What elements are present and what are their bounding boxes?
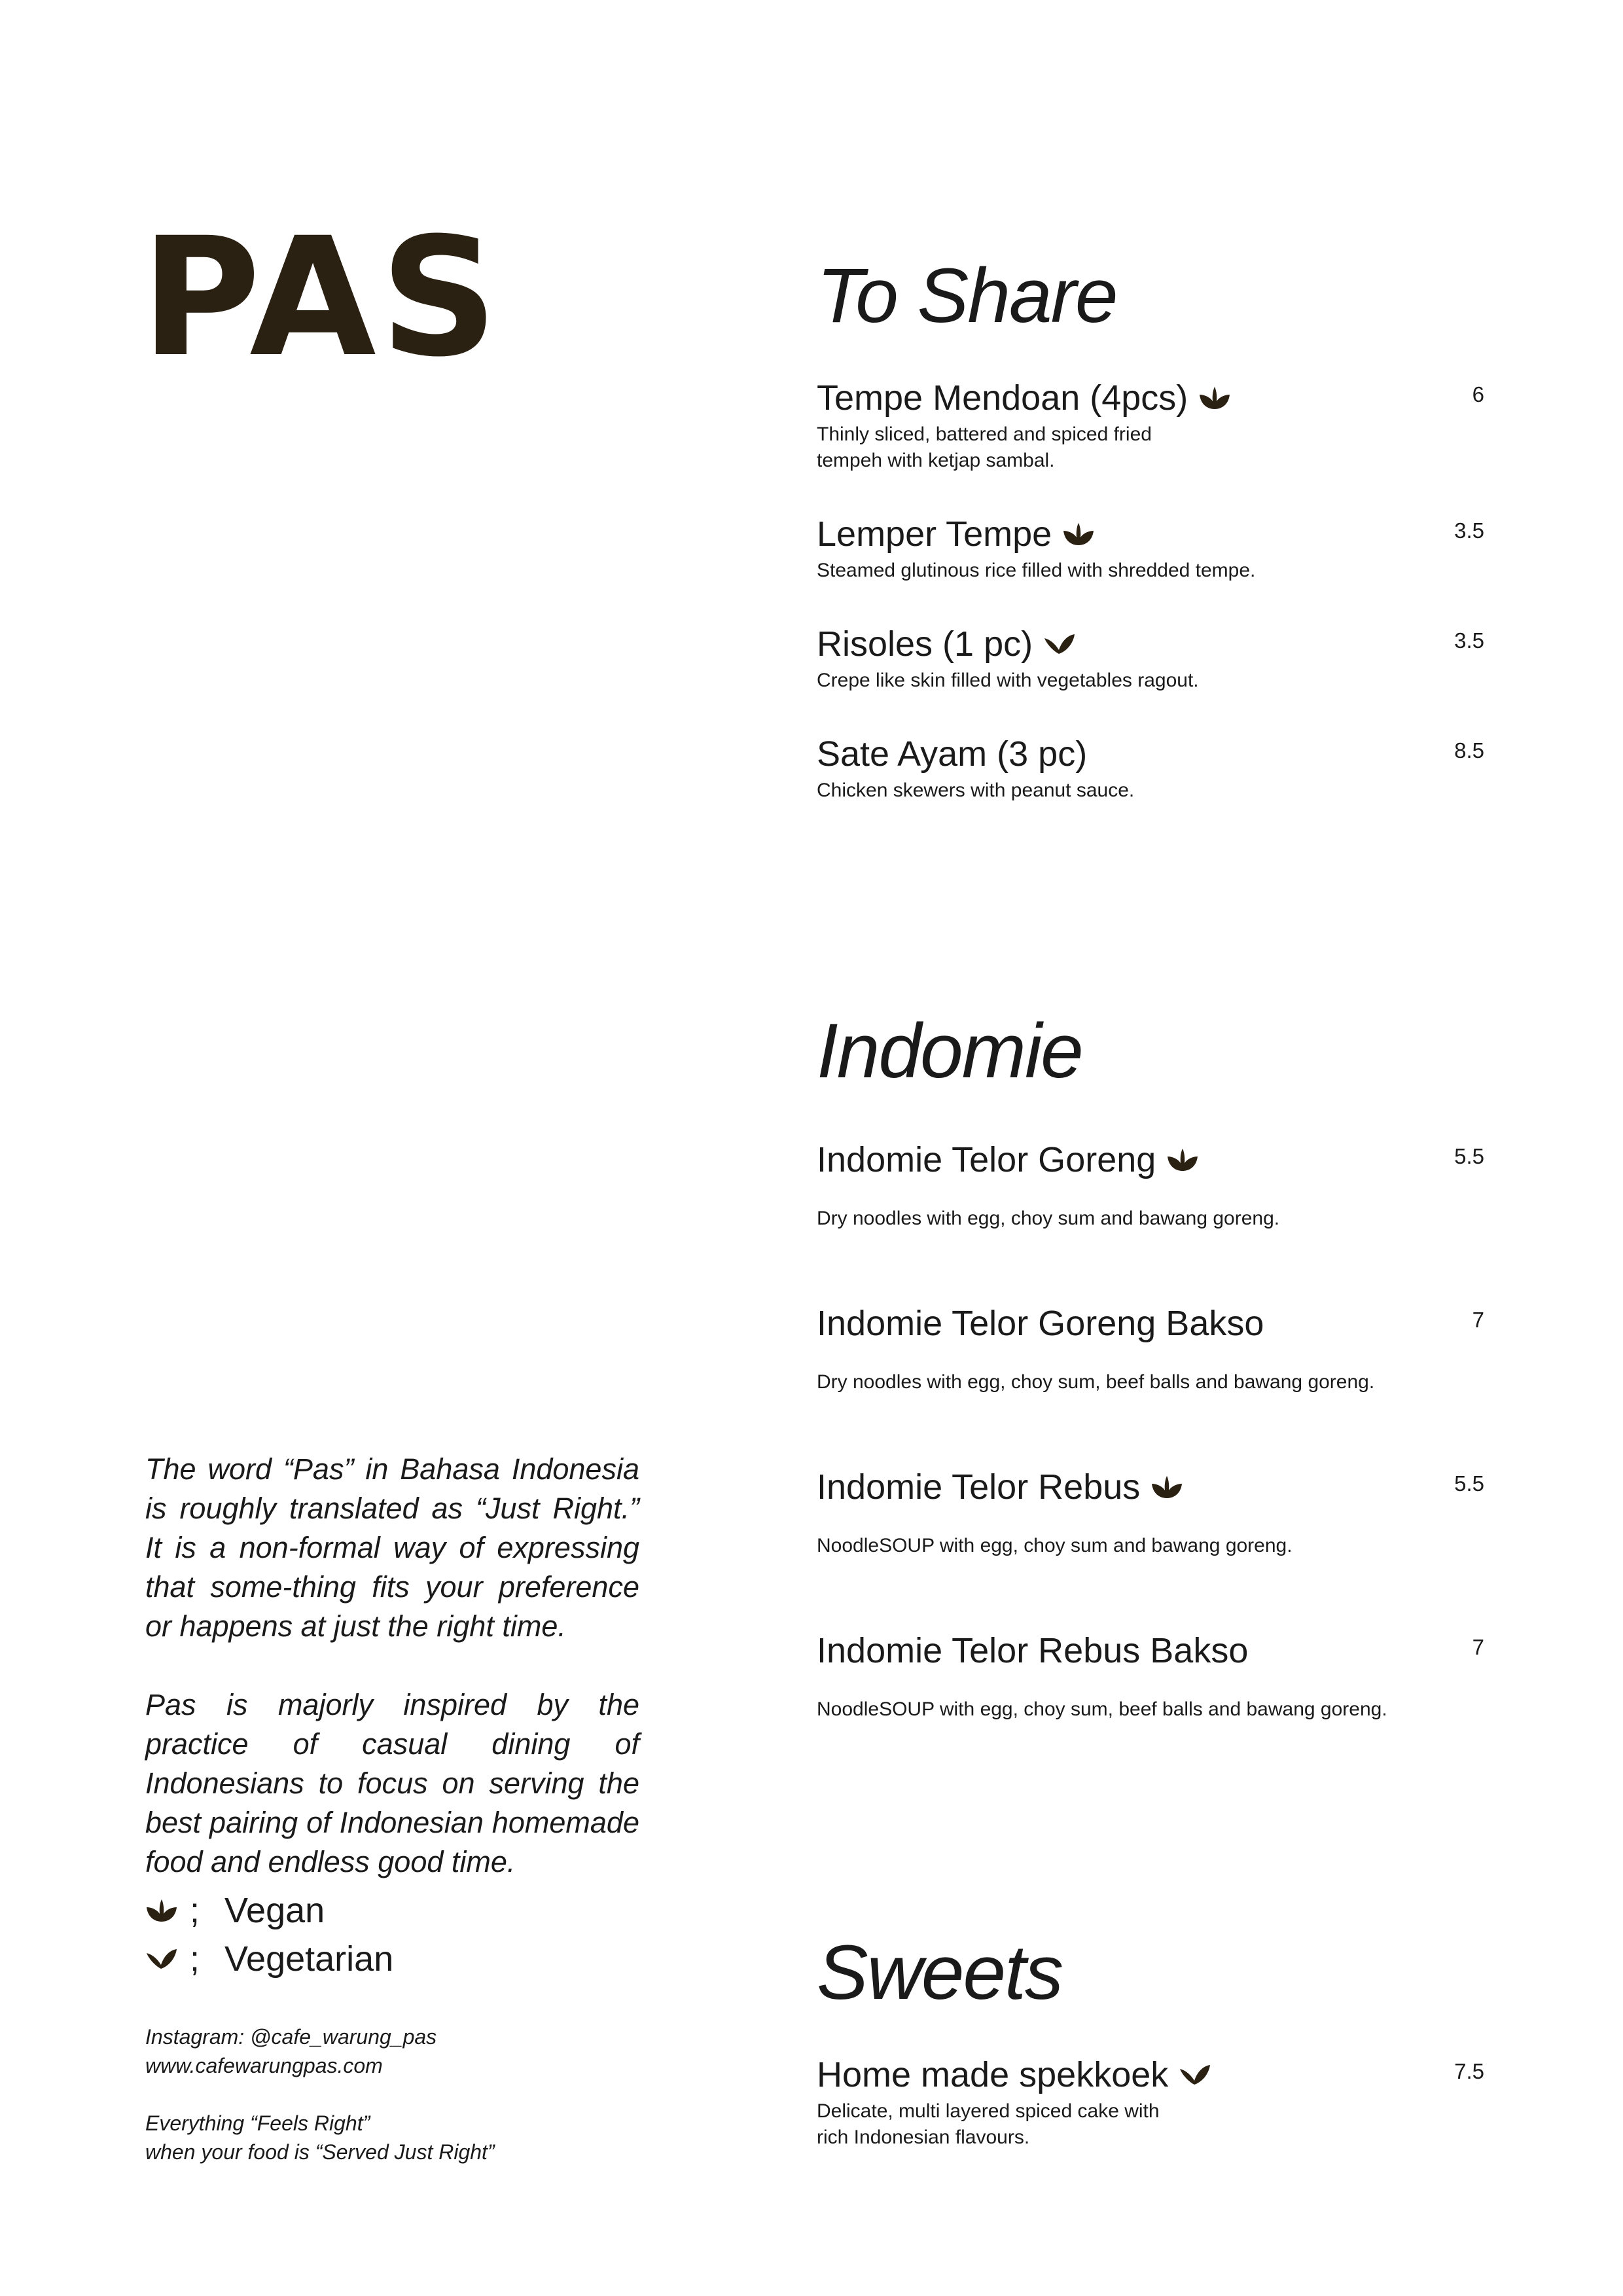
menu-item-name: Indomie Telor Rebus Bakso (817, 1631, 1249, 1670)
vegetarian-leaf-icon (145, 1946, 178, 1971)
website-link[interactable]: www.cafewarungpas.com (145, 2054, 383, 2077)
legend-vegan-label: Vegan (224, 1891, 325, 1930)
vegan-leaf-icon (145, 1898, 178, 1923)
intro-text (145, 1450, 639, 1882)
menu-item-description: NoodleSOUP with egg, choy sum and bawang goreng. (817, 1535, 1293, 1556)
contact-info (145, 2022, 437, 2080)
menu-item-name: Indomie Telor Goreng Bakso (817, 1304, 1264, 1343)
vegan-leaf-icon (1198, 386, 1231, 410)
vegetarian-leaf-icon (1179, 2062, 1211, 2087)
vegan-leaf-icon (1150, 1475, 1183, 1499)
menu-item (817, 1139, 1484, 1232)
legend-vegan (145, 1886, 393, 1935)
menu-item-description: Dry noodles with egg, choy sum, beef balls and bawang goreng. (817, 1371, 1375, 1393)
menu-item (817, 733, 1484, 804)
menu-item-price: 5.5 (1454, 1144, 1484, 1168)
menu-item-price: 5.5 (1454, 1471, 1484, 1496)
menu-item-description: Steamed glutinous rice filled with shredded tempe. (817, 560, 1256, 581)
section-title-indomie: Indomie (817, 1008, 1082, 1094)
intro-paragraph-2: Pas is majorly inspired by the practice of casual dining of Indonesians to focus on serving the best pairing of Indonesian homemade food and endless good time. (145, 1688, 639, 1878)
section-title-to-share: To Share (817, 253, 1117, 339)
section-title-sweets: Sweets (817, 1929, 1062, 2016)
menu-item (817, 1466, 1484, 1559)
menu-item-name: Sate Ayam (3 pc) (817, 734, 1088, 774)
menu-item-name: Risoles (1 pc) (817, 624, 1033, 664)
menu-item-price: 6 (1472, 382, 1484, 406)
menu-item-name: Indomie Telor Goreng (817, 1140, 1156, 1179)
legend-vegetarian (145, 1935, 393, 1983)
menu-item (817, 2054, 1484, 2151)
tagline-line-1: Everything “Feels Right” (145, 2111, 370, 2135)
menu-item (817, 377, 1484, 474)
menu-item-description: NoodleSOUP with egg, choy sum, beef balls and bawang goreng. (817, 1698, 1387, 1720)
menu-item-description: Delicate, multi layered spiced cake with rich Indonesian flavours. (817, 2100, 1160, 2148)
menu-item-price: 7 (1472, 1635, 1484, 1659)
menu-item (817, 1630, 1484, 1723)
menu-item-price: 3.5 (1454, 628, 1484, 653)
menu-item-description: Chicken skewers with peanut sauce. (817, 780, 1135, 801)
menu-item (817, 1302, 1484, 1395)
tagline-line-2: when your food is “Served Just Right” (145, 2140, 495, 2164)
brand-logo: PAS (141, 202, 502, 393)
menu-item-description: Dry noodles with egg, choy sum and bawang goreng. (817, 1208, 1280, 1229)
menu-item-name: Tempe Mendoan (4pcs) (817, 378, 1188, 418)
menu-item-name: Lemper Tempe (817, 514, 1052, 554)
menu-item (817, 513, 1484, 584)
menu-item-price: 8.5 (1454, 738, 1484, 762)
menu-item-price: 7 (1472, 1308, 1484, 1332)
vegetarian-leaf-icon (1043, 632, 1076, 656)
vegan-leaf-icon (1062, 522, 1095, 547)
menu-item-price: 3.5 (1454, 518, 1484, 543)
menu-item-name: Indomie Telor Rebus (817, 1467, 1141, 1507)
tagline (145, 2109, 495, 2166)
legend-separator: ; (190, 1891, 200, 1930)
diet-legend (145, 1886, 393, 1983)
intro-paragraph-1: The word “Pas” in Bahasa Indonesia is roughly translated as “Just Right.” It is a non-formal way of expressing that some-thing fits your preference or happens at just the right time. (145, 1452, 639, 1643)
vegan-leaf-icon (1166, 1147, 1199, 1172)
menu-item-price: 7.5 (1454, 2059, 1484, 2083)
legend-vegetarian-label: Vegetarian (224, 1939, 394, 1979)
instagram-handle[interactable]: Instagram: @cafe_warung_pas (145, 2025, 437, 2049)
menu-item-name: Home made spekkoek (817, 2055, 1169, 2094)
menu-item-description: Thinly sliced, battered and spiced fried tempeh with ketjap sambal. (817, 423, 1152, 471)
menu-item-description: Crepe like skin filled with vegetables ragout. (817, 670, 1199, 691)
menu-item (817, 623, 1484, 694)
legend-separator: ; (190, 1939, 200, 1979)
